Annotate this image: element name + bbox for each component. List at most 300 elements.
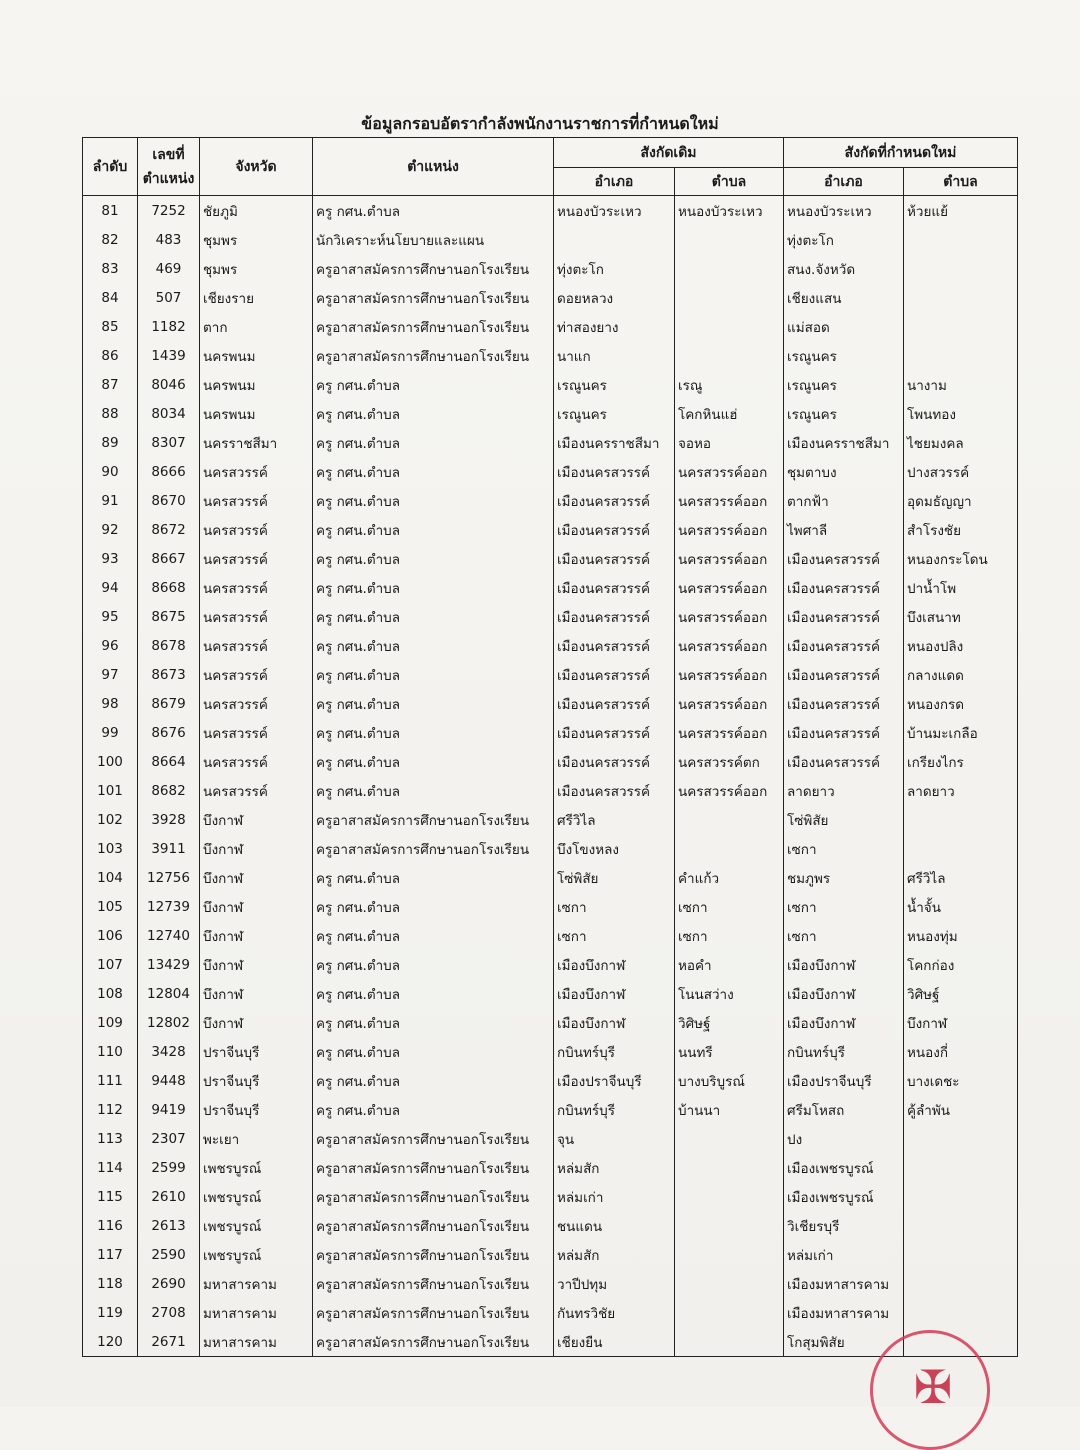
cell-old-subdistrict: คำแก้ว [675,863,784,892]
cell-no: 118 [83,1269,138,1298]
table-row [83,718,1018,747]
cell-no: 115 [83,1182,138,1211]
cell-old-district: เซกา [554,892,675,921]
table-row [83,573,1018,602]
cell-old-subdistrict: นครสวรรค์ออก [675,544,784,573]
cell-new-district: เมืองบึงกาฬ [784,979,904,1008]
cell-new-subdistrict: บางเดชะ [904,1066,1018,1095]
cell-old-district: เมืองปราจีนบุรี [554,1066,675,1095]
cell-position: ครู กศน.ตำบล [313,979,554,1008]
cell-new-subdistrict: วิศิษฐ์ [904,979,1018,1008]
table-row [83,225,1018,254]
table-row [83,631,1018,660]
cell-new-district: เมืองนครราชสีมา [784,428,904,457]
cell-position-no: 507 [138,283,200,312]
cell-old-district: เมืองนครสวรรค์ [554,776,675,805]
cell-new-subdistrict: หนองปลิง [904,631,1018,660]
cell-position-no: 8046 [138,370,200,399]
table-row [83,776,1018,805]
cell-position-no: 2599 [138,1153,200,1182]
cell-position-no: 13429 [138,950,200,979]
cell-new-district: เมืองนครสวรรค์ [784,747,904,776]
cell-new-subdistrict: บึงเสนาท [904,602,1018,631]
cell-position: ครู กศน.ตำบล [313,863,554,892]
cell-old-district: เมืองนครสวรรค์ [554,689,675,718]
cell-new-subdistrict: ไชยมงคล [904,428,1018,457]
cell-no: 87 [83,370,138,399]
cell-old-district: เมืองนครสวรรค์ [554,660,675,689]
cell-new-subdistrict: ปาน้ำโพ [904,573,1018,602]
cell-position-no: 1182 [138,312,200,341]
cell-province: เพชรบูรณ์ [200,1211,313,1240]
cell-old-district: ชนแดน [554,1211,675,1240]
cell-new-subdistrict: นางาม [904,370,1018,399]
cell-position-no: 2708 [138,1298,200,1327]
cell-old-district: เมืองนครสวรรค์ [554,486,675,515]
cell-new-subdistrict: บึงกาฬ [904,1008,1018,1037]
cell-province: บึงกาฬ [200,979,313,1008]
cell-no: 92 [83,515,138,544]
cell-position-no: 8666 [138,457,200,486]
cell-old-subdistrict: จอหอ [675,428,784,457]
cell-new-district: แม่สอด [784,312,904,341]
table-row [83,863,1018,892]
cell-new-subdistrict [904,1124,1018,1153]
cell-old-subdistrict: นครสวรรค์ออก [675,776,784,805]
cell-new-district: เมืองบึงกาฬ [784,950,904,979]
cell-old-district: เมืองนครราชสีมา [554,428,675,457]
cell-no: 111 [83,1066,138,1095]
cell-new-district: หล่มเก่า [784,1240,904,1269]
cell-old-subdistrict [675,225,784,254]
cell-position: ครู กศน.ตำบล [313,892,554,921]
cell-old-district: จุน [554,1124,675,1153]
cell-no: 89 [83,428,138,457]
cell-position-no: 12804 [138,979,200,1008]
cell-old-district: เมืองนครสวรรค์ [554,631,675,660]
cell-province: ปราจีนบุรี [200,1037,313,1066]
cell-position: ครูอาสาสมัครการศึกษานอกโรงเรียน [313,1327,554,1357]
cell-old-subdistrict: นครสวรรค์ออก [675,457,784,486]
cell-position-no: 2613 [138,1211,200,1240]
cell-position: ครูอาสาสมัครการศึกษานอกโรงเรียน [313,805,554,834]
cell-province: บึงกาฬ [200,950,313,979]
cell-province: ชุมพร [200,254,313,283]
cell-position: ครู กศน.ตำบล [313,921,554,950]
cell-new-district: เรณูนคร [784,370,904,399]
cell-position-no: 7252 [138,196,200,226]
table-row [83,805,1018,834]
cell-position-no: 483 [138,225,200,254]
cell-no: 112 [83,1095,138,1124]
cell-no: 88 [83,399,138,428]
table-row [83,515,1018,544]
cell-new-subdistrict: โคกก่อง [904,950,1018,979]
table-row [83,254,1018,283]
cell-position-no: 9419 [138,1095,200,1124]
cell-province: นครพนม [200,399,313,428]
cell-old-district: เมืองนครสวรรค์ [554,457,675,486]
table-row [83,689,1018,718]
cell-new-subdistrict [904,1153,1018,1182]
garuda-seal-icon: ✠ [913,1360,953,1414]
cell-new-district: เมืองมหาสารคาม [784,1298,904,1327]
cell-new-district: ลาดยาว [784,776,904,805]
cell-position-no: 8668 [138,573,200,602]
cell-no: 119 [83,1298,138,1327]
cell-old-district: เมืองบึงกาฬ [554,950,675,979]
cell-old-district: กันทรวิชัย [554,1298,675,1327]
header-no: ลำดับ [83,138,138,196]
cell-old-district: เมืองบึงกาฬ [554,1008,675,1037]
cell-province: ตาก [200,312,313,341]
table-row [83,979,1018,1008]
cell-old-subdistrict: บ้านนา [675,1095,784,1124]
cell-province: บึงกาฬ [200,863,313,892]
cell-old-subdistrict: นครสวรรค์ออก [675,486,784,515]
cell-new-district: เมืองนครสวรรค์ [784,660,904,689]
cell-province: ชุมพร [200,225,313,254]
cell-new-district: เมืองนครสวรรค์ [784,602,904,631]
cell-province: บึงกาฬ [200,1008,313,1037]
cell-new-subdistrict: คู้ลำพัน [904,1095,1018,1124]
cell-old-subdistrict [675,254,784,283]
cell-new-subdistrict: บ้านมะเกลือ [904,718,1018,747]
cell-old-district: เมืองนครสวรรค์ [554,747,675,776]
cell-position: ครูอาสาสมัครการศึกษานอกโรงเรียน [313,341,554,370]
cell-no: 83 [83,254,138,283]
cell-new-district: เมืองนครสวรรค์ [784,573,904,602]
cell-position: ครู กศน.ตำบล [313,399,554,428]
cell-no: 103 [83,834,138,863]
cell-old-district: ศรีวิไล [554,805,675,834]
cell-new-subdistrict: หนองกระโดน [904,544,1018,573]
table-row [83,1153,1018,1182]
cell-new-district: เซกา [784,892,904,921]
cell-new-subdistrict: อุดมธัญญา [904,486,1018,515]
header-position: ตำแหน่ง [313,138,554,196]
cell-old-subdistrict [675,1298,784,1327]
cell-no: 91 [83,486,138,515]
cell-position-no: 12740 [138,921,200,950]
cell-old-subdistrict [675,1124,784,1153]
cell-new-subdistrict: หนองกี่ [904,1037,1018,1066]
cell-no: 107 [83,950,138,979]
cell-position: ครู กศน.ตำบล [313,196,554,226]
cell-province: นครพนม [200,341,313,370]
cell-new-district: ทุ่งตะโก [784,225,904,254]
table-row [83,834,1018,863]
table-row [83,312,1018,341]
cell-position-no: 1439 [138,341,200,370]
header-new-affiliation: สังกัดที่กำหนดใหม่ [784,138,1018,168]
cell-position-no: 8678 [138,631,200,660]
cell-province: มหาสารคาม [200,1327,313,1357]
cell-province: บึงกาฬ [200,834,313,863]
cell-new-district: ตากฟ้า [784,486,904,515]
cell-old-district: หล่มเก่า [554,1182,675,1211]
cell-old-district: หล่มสัก [554,1240,675,1269]
cell-no: 97 [83,660,138,689]
cell-position: ครูอาสาสมัครการศึกษานอกโรงเรียน [313,834,554,863]
cell-no: 100 [83,747,138,776]
cell-position: ครู กศน.ตำบล [313,370,554,399]
cell-position-no: 8675 [138,602,200,631]
cell-province: มหาสารคาม [200,1298,313,1327]
cell-position: ครูอาสาสมัครการศึกษานอกโรงเรียน [313,1182,554,1211]
cell-province: บึงกาฬ [200,921,313,950]
cell-position-no: 12756 [138,863,200,892]
cell-old-subdistrict [675,1182,784,1211]
cell-province: เพชรบูรณ์ [200,1240,313,1269]
cell-new-subdistrict: เกรียงไกร [904,747,1018,776]
cell-new-district: เชียงแสน [784,283,904,312]
table-row [83,1037,1018,1066]
cell-old-subdistrict: นครสวรรค์ออก [675,689,784,718]
cell-position: ครูอาสาสมัครการศึกษานอกโรงเรียน [313,1211,554,1240]
cell-old-district: กบินทร์บุรี [554,1095,675,1124]
cell-position: ครู กศน.ตำบล [313,1066,554,1095]
header-old-affiliation: สังกัดเดิม [554,138,784,168]
cell-new-district: ปง [784,1124,904,1153]
cell-no: 102 [83,805,138,834]
cell-new-subdistrict: กลางแดด [904,660,1018,689]
cell-position: ครู กศน.ตำบล [313,660,554,689]
cell-position-no: 2671 [138,1327,200,1357]
cell-new-district: เมืองนครสวรรค์ [784,631,904,660]
cell-new-subdistrict: หนองทุ่ม [904,921,1018,950]
cell-position: ครูอาสาสมัครการศึกษานอกโรงเรียน [313,1269,554,1298]
table-row [83,921,1018,950]
cell-new-subdistrict [904,283,1018,312]
cell-position: นักวิเคราะห์นโยบายและแผน [313,225,554,254]
table-row [83,1008,1018,1037]
cell-no: 108 [83,979,138,1008]
cell-no: 104 [83,863,138,892]
cell-old-district: หนองบัวระเหว [554,196,675,226]
cell-position-no: 8673 [138,660,200,689]
table-row [83,486,1018,515]
cell-new-district: เรณูนคร [784,341,904,370]
cell-new-subdistrict [904,1240,1018,1269]
cell-old-subdistrict: วิศิษฐ์ [675,1008,784,1037]
header-old-subdistrict: ตำบล [675,168,784,196]
cell-new-district: เมืองเพชรบูรณ์ [784,1182,904,1211]
cell-position: ครู กศน.ตำบล [313,544,554,573]
cell-new-district: เซกา [784,834,904,863]
cell-position-no: 8307 [138,428,200,457]
cell-old-subdistrict: นครสวรรค์ออก [675,660,784,689]
cell-province: นครสวรรค์ [200,631,313,660]
cell-position-no: 8672 [138,515,200,544]
table-row [83,370,1018,399]
cell-new-district: เมืองเพชรบูรณ์ [784,1153,904,1182]
cell-province: นครสวรรค์ [200,602,313,631]
table-row [83,196,1018,226]
cell-new-subdistrict: หนองกรด [904,689,1018,718]
cell-old-subdistrict: นครสวรรค์ออก [675,515,784,544]
cell-no: 101 [83,776,138,805]
cell-new-district: โซ่พิสัย [784,805,904,834]
cell-province: เชียงราย [200,283,313,312]
cell-position-no: 3928 [138,805,200,834]
cell-old-district: เมืองบึงกาฬ [554,979,675,1008]
cell-position-no: 3428 [138,1037,200,1066]
cell-province: ปราจีนบุรี [200,1095,313,1124]
cell-position-no: 8670 [138,486,200,515]
cell-province: นครสวรรค์ [200,515,313,544]
cell-no: 90 [83,457,138,486]
cell-position-no: 8664 [138,747,200,776]
cell-old-district: กบินทร์บุรี [554,1037,675,1066]
cell-old-district: เรณูนคร [554,370,675,399]
cell-old-district: เมืองนครสวรรค์ [554,544,675,573]
cell-position-no: 8676 [138,718,200,747]
header-province: จังหวัด [200,138,313,196]
cell-position-no: 2690 [138,1269,200,1298]
cell-no: 96 [83,631,138,660]
cell-old-subdistrict [675,1269,784,1298]
cell-old-district: ท่าสองยาง [554,312,675,341]
cell-new-subdistrict [904,225,1018,254]
cell-old-district: เมืองนครสวรรค์ [554,573,675,602]
cell-old-subdistrict: นครสวรรค์ออก [675,573,784,602]
cell-old-subdistrict [675,1211,784,1240]
cell-position: ครูอาสาสมัครการศึกษานอกโรงเรียน [313,254,554,283]
cell-old-district: เชียงยืน [554,1327,675,1357]
cell-no: 117 [83,1240,138,1269]
table-row [83,1211,1018,1240]
table-row [83,341,1018,370]
table-row [83,1124,1018,1153]
cell-position: ครู กศน.ตำบล [313,950,554,979]
cell-old-subdistrict: บางบริบูรณ์ [675,1066,784,1095]
cell-no: 95 [83,602,138,631]
cell-old-subdistrict: นครสวรรค์ออก [675,718,784,747]
cell-old-district: โซ่พิสัย [554,863,675,892]
cell-position: ครู กศน.ตำบล [313,602,554,631]
cell-old-subdistrict: โนนสว่าง [675,979,784,1008]
table-row [83,747,1018,776]
cell-position-no: 9448 [138,1066,200,1095]
cell-position: ครูอาสาสมัครการศึกษานอกโรงเรียน [313,1153,554,1182]
table-row [83,660,1018,689]
cell-new-district: โกสุมพิสัย [784,1327,904,1357]
cell-position: ครู กศน.ตำบล [313,428,554,457]
cell-new-district: เมืองนครสวรรค์ [784,718,904,747]
cell-new-subdistrict [904,834,1018,863]
cell-new-district: วิเชียรบุรี [784,1211,904,1240]
cell-position-no: 2590 [138,1240,200,1269]
cell-position: ครู กศน.ตำบล [313,457,554,486]
table-row [83,892,1018,921]
cell-no: 85 [83,312,138,341]
cell-new-district: เมืองบึงกาฬ [784,1008,904,1037]
cell-new-district: หนองบัวระเหว [784,196,904,226]
cell-old-subdistrict [675,312,784,341]
cell-no: 99 [83,718,138,747]
document-title: ข้อมูลกรอบอัตรากำลังพนักงานราชการที่กำหนดใหม่ [361,114,719,133]
cell-no: 105 [83,892,138,921]
table-row [83,1182,1018,1211]
header-position-no: เลขที่ ตำแหน่ง [138,138,200,196]
cell-old-subdistrict: เซกา [675,921,784,950]
cell-old-subdistrict [675,805,784,834]
cell-new-district: ไพศาลี [784,515,904,544]
cell-old-subdistrict: โคกหินแฮ่ [675,399,784,428]
cell-new-subdistrict: สำโรงชัย [904,515,1018,544]
cell-old-district: เรณูนคร [554,399,675,428]
cell-province: นครสวรรค์ [200,486,313,515]
cell-no: 86 [83,341,138,370]
cell-province: นครสวรรค์ [200,544,313,573]
cell-position: ครู กศน.ตำบล [313,718,554,747]
table-row [83,544,1018,573]
cell-no: 94 [83,573,138,602]
cell-position-no: 8679 [138,689,200,718]
cell-old-district: เมืองนครสวรรค์ [554,515,675,544]
cell-new-subdistrict [904,805,1018,834]
cell-new-subdistrict: น้ำจั้น [904,892,1018,921]
cell-position-no: 8667 [138,544,200,573]
cell-position: ครู กศน.ตำบล [313,747,554,776]
cell-new-district: ชมภูพร [784,863,904,892]
cell-position-no: 2610 [138,1182,200,1211]
cell-new-district: สนง.จังหวัด [784,254,904,283]
header-new-subdistrict: ตำบล [904,168,1018,196]
cell-province: เพชรบูรณ์ [200,1153,313,1182]
cell-new-subdistrict [904,254,1018,283]
cell-new-subdistrict: ศรีวิไล [904,863,1018,892]
cell-old-subdistrict: นนทรี [675,1037,784,1066]
cell-new-subdistrict: ห้วยแย้ [904,196,1018,226]
cell-position-no: 12739 [138,892,200,921]
cell-position: ครูอาสาสมัครการศึกษานอกโรงเรียน [313,1298,554,1327]
cell-province: มหาสารคาม [200,1269,313,1298]
cell-province: เพชรบูรณ์ [200,1182,313,1211]
cell-old-district: เมืองนครสวรรค์ [554,718,675,747]
table-row [83,1066,1018,1095]
table-row [83,1095,1018,1124]
cell-old-district: ทุ่งตะโก [554,254,675,283]
cell-old-subdistrict: นครสวรรค์ตก [675,747,784,776]
header-old-district: อำเภอ [554,168,675,196]
cell-old-district: เซกา [554,921,675,950]
cell-old-subdistrict: เรณู [675,370,784,399]
cell-position: ครู กศน.ตำบล [313,776,554,805]
cell-new-district: กบินทร์บุรี [784,1037,904,1066]
cell-no: 120 [83,1327,138,1357]
cell-position: ครู กศน.ตำบล [313,631,554,660]
table-row [83,1269,1018,1298]
cell-province: นครสวรรค์ [200,457,313,486]
cell-old-district: หล่มสัก [554,1153,675,1182]
cell-position: ครูอาสาสมัครการศึกษานอกโรงเรียน [313,1124,554,1153]
cell-province: นครสวรรค์ [200,573,313,602]
cell-new-subdistrict: ปางสวรรค์ [904,457,1018,486]
cell-position: ครู กศน.ตำบล [313,1008,554,1037]
cell-new-subdistrict [904,1182,1018,1211]
cell-new-district: ชุมตาบง [784,457,904,486]
cell-position-no: 8034 [138,399,200,428]
cell-new-subdistrict: ลาดยาว [904,776,1018,805]
cell-old-subdistrict [675,283,784,312]
cell-old-district [554,225,675,254]
cell-old-subdistrict: นครสวรรค์ออก [675,631,784,660]
cell-old-district: เมืองนครสวรรค์ [554,602,675,631]
cell-no: 98 [83,689,138,718]
cell-new-district: เซกา [784,921,904,950]
